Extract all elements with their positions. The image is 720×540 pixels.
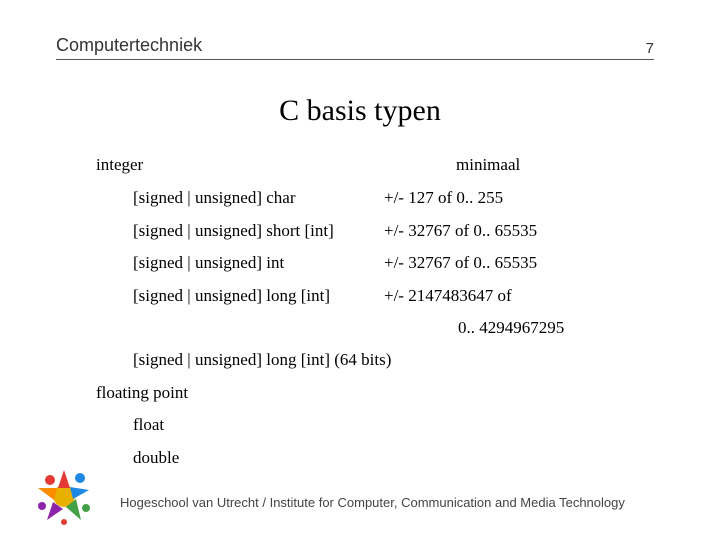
page-number: 7 bbox=[645, 40, 654, 57]
header-rule bbox=[56, 59, 654, 60]
type-float: float bbox=[133, 415, 165, 434]
type-double: double bbox=[133, 448, 180, 467]
integer-label: integer bbox=[96, 155, 144, 174]
range-int: +/- 32767 of 0.. 65535 bbox=[384, 253, 538, 272]
institute-logo bbox=[34, 466, 94, 526]
range-char: +/- 127 of 0.. 255 bbox=[384, 188, 504, 207]
type-char: [signed | unsigned] char bbox=[133, 188, 296, 207]
type-int: [signed | unsigned] int bbox=[133, 253, 285, 272]
range-long-continuation: 0.. 4294967295 bbox=[458, 318, 565, 337]
range-long: +/- 2147483647 of bbox=[384, 286, 512, 305]
type-long: [signed | unsigned] long [int] bbox=[133, 286, 330, 305]
footer-text: Hogeschool van Utrecht / Institute for Computer, Communication and Media Technology bbox=[120, 495, 625, 510]
type-long-long: [signed | unsigned] long [int] (64 bits) bbox=[133, 350, 392, 369]
floating-point-label: floating point bbox=[96, 383, 189, 402]
type-short: [signed | unsigned] short [int] bbox=[133, 221, 334, 240]
range-short: +/- 32767 of 0.. 65535 bbox=[384, 221, 538, 240]
header-title: Computertechniek bbox=[56, 35, 203, 55]
slide-title: C basis typen bbox=[279, 94, 441, 127]
minimaal-label: minimaal bbox=[456, 155, 521, 174]
